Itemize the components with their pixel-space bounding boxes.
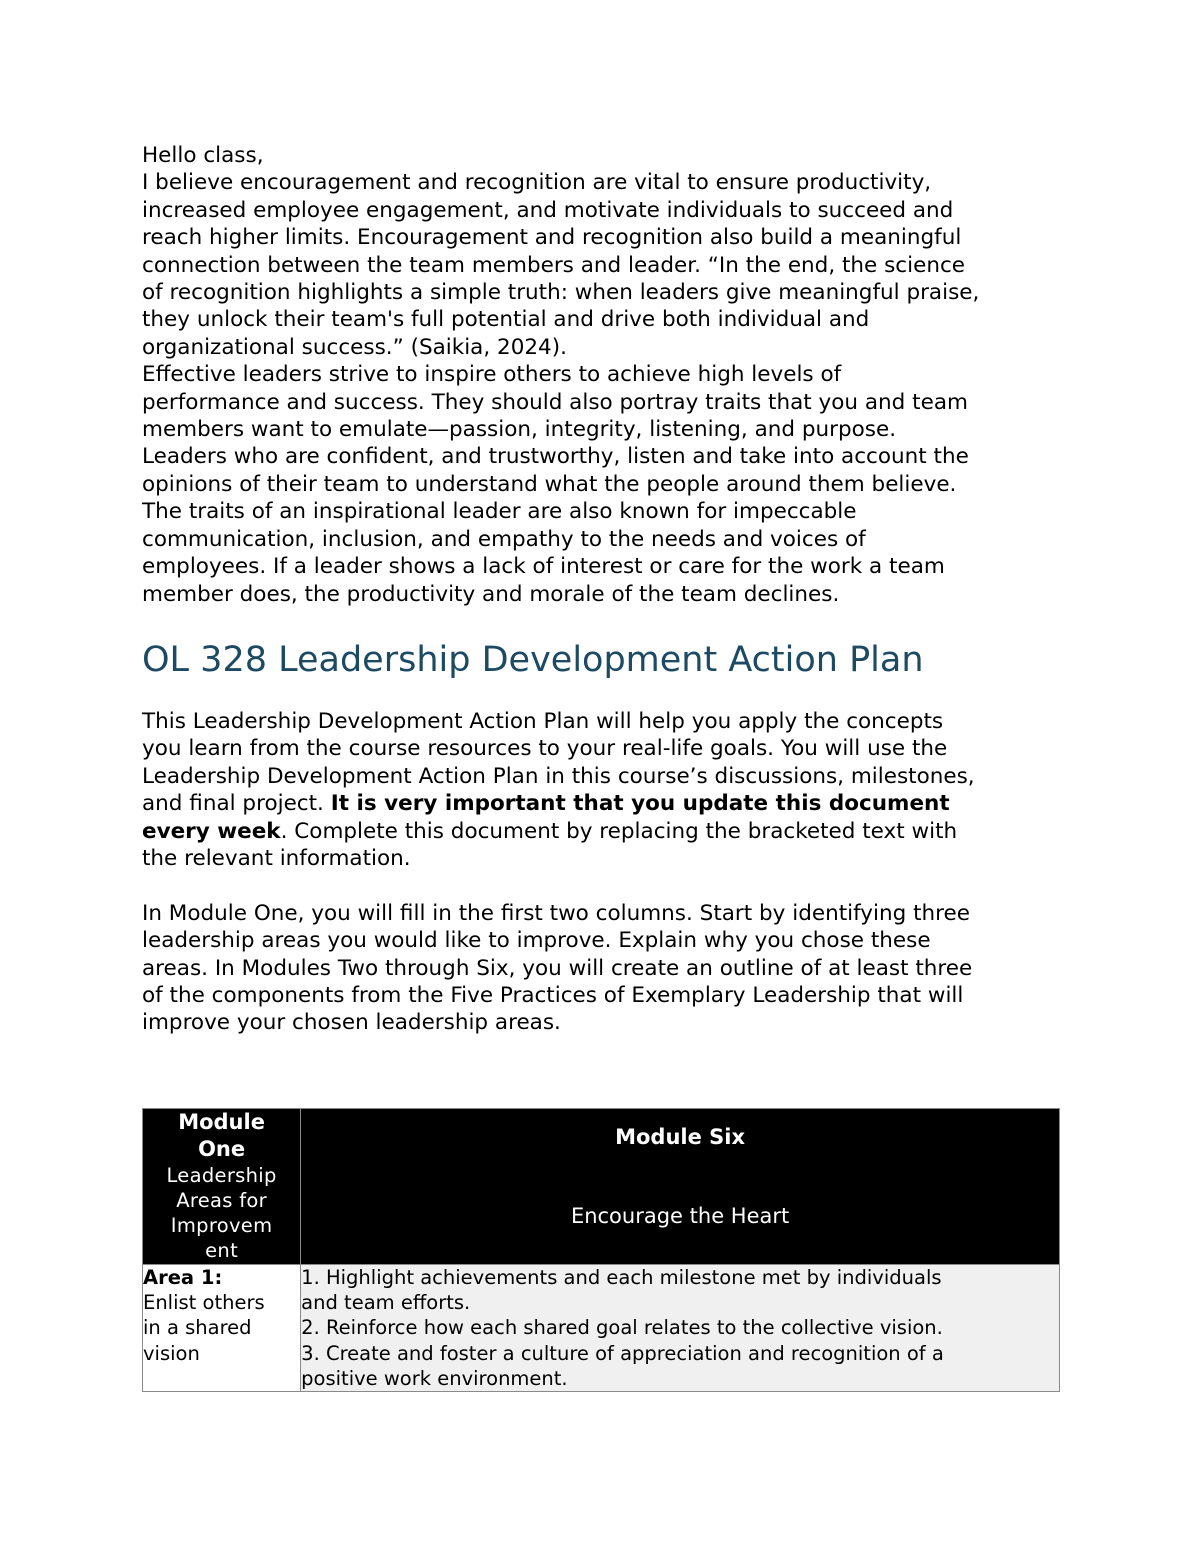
text-line: reach higher limits. Encouragement and recognition also build a meaningful <box>142 225 962 251</box>
module-six-cell[interactable] <box>301 1265 1060 1392</box>
area-text-line: in a shared <box>143 1316 252 1340</box>
text-line: Leaders who are confident, and trustworthy, listen and take into account the <box>142 444 969 470</box>
cell-text-line: and team efforts. <box>301 1291 471 1315</box>
header-module-one <box>143 1109 301 1265</box>
text-line: organizational success.” (Saikia, 2024). <box>142 334 567 360</box>
bold-emphasis: It is very important that you update this document <box>330 791 950 817</box>
paragraph-spacer <box>142 872 1072 899</box>
text-line: members want to emulate—passion, integrity, listening, and purpose. <box>142 417 897 443</box>
instructions-paragraph-2 <box>142 900 1072 1037</box>
text-line <box>142 790 1072 817</box>
header-subtitle-line: ent <box>205 1239 239 1262</box>
text-line: performance and success. They should also portray traits that you and team <box>142 389 968 415</box>
text-line: leadership areas you would like to improve. Explain why you chose these <box>142 928 931 954</box>
text-run: . Complete this document by replacing the bracketed text with <box>280 818 958 844</box>
text-line: Leadership Development Action Plan in this course’s discussions, milestones, <box>142 763 975 789</box>
text-line: improve your chosen leadership areas. <box>142 1010 561 1036</box>
text-line: I believe encouragement and recognition are vital to ensure productivity, <box>142 170 932 196</box>
text-line: In Module One, you will fill in the first two columns. Start by identifying three <box>142 900 970 926</box>
text-run: and final project. <box>142 791 331 817</box>
text-line: areas. In Modules Two through Six, you will create an outline of at least three <box>142 955 973 981</box>
text-line: member does, the productivity and morale of the team declines. <box>142 581 840 607</box>
text-line: they unlock their team's full potential and drive both individual and <box>142 307 870 333</box>
text-line: opinions of their team to understand what the people around them believe. <box>142 471 957 497</box>
area-text-line: vision <box>143 1341 200 1365</box>
document-body <box>142 142 1072 1037</box>
header-subtitle-line: Leadership <box>166 1164 277 1187</box>
text-line <box>142 818 1072 845</box>
area-cell[interactable] <box>143 1265 301 1392</box>
action-plan-table <box>142 1108 1060 1392</box>
cell-text-line: 1. Highlight achievements and each milestone met by individuals <box>301 1266 942 1289</box>
text-line: This Leadership Development Action Plan will help you apply the concepts <box>142 708 944 734</box>
area-text-line: Enlist others <box>143 1291 265 1315</box>
text-line: Effective leaders strive to inspire others to achieve high levels of <box>142 362 842 388</box>
header-module-six <box>301 1109 1060 1265</box>
instructions-paragraph-1 <box>142 708 1072 872</box>
cell-text-line: positive work environment. <box>301 1366 568 1390</box>
cell-text-line: 2. Reinforce how each shared goal relates to the collective vision. <box>301 1316 943 1340</box>
table-header-row <box>143 1109 1060 1265</box>
text-line: increased employee engagement, and motivate individuals to succeed and <box>142 197 954 223</box>
header-subtitle-line: Areas for <box>176 1189 267 1212</box>
cell-text-line: 3. Create and foster a culture of appreciation and recognition of a <box>301 1341 944 1365</box>
area-label: Area 1: <box>143 1266 223 1289</box>
header-title-line: One <box>198 1137 246 1161</box>
bold-emphasis: every week <box>142 818 281 844</box>
text-line: employees. If a leader shows a lack of interest or care for the work a team <box>142 554 945 580</box>
intro-paragraph <box>142 142 1072 608</box>
text-line: connection between the team members and leader. “In the end, the science <box>142 252 966 278</box>
header-title-line: Module <box>178 1110 265 1134</box>
text-line: communication, inclusion, and empathy to the needs and voices of <box>142 526 866 552</box>
text-line: you learn from the course resources to your real-life goals. You will use the <box>142 736 948 762</box>
text-line: of recognition highlights a simple truth: when leaders give meaningful praise, <box>142 280 980 306</box>
page-title: OL 328 Leadership Development Action Plan <box>142 639 924 680</box>
text-line: Hello class, <box>142 143 264 168</box>
header-subtitle: Encourage the Heart <box>570 1204 790 1228</box>
text-line: the relevant information. <box>142 845 411 871</box>
header-subtitle-line: Improvem <box>170 1214 273 1237</box>
text-line: The traits of an inspirational leader are also known for impeccable <box>142 499 857 525</box>
header-title: Module Six <box>615 1125 746 1149</box>
table-row <box>143 1265 1060 1392</box>
text-line: of the components from the Five Practices of Exemplary Leadership that will <box>142 982 964 1008</box>
